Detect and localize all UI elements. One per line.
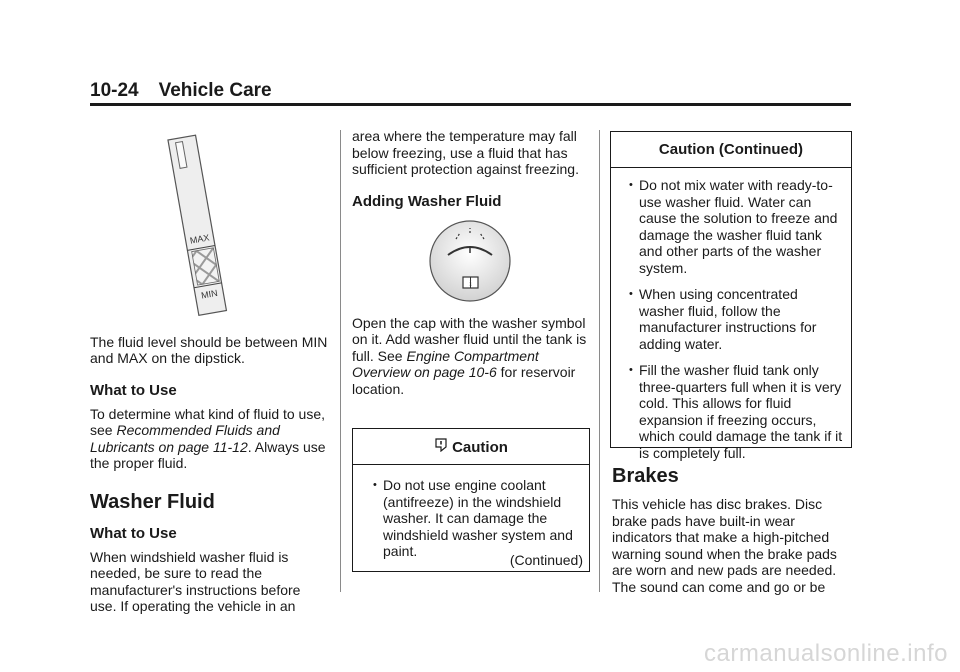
watermark: carmanualsonline.info — [704, 640, 948, 667]
heading-what-to-use-1: What to Use — [90, 381, 177, 399]
page-number: 10-24 — [90, 80, 139, 101]
heading-washer-fluid: Washer Fluid — [90, 490, 215, 513]
page-header — [90, 80, 272, 102]
fluid-level-text: The fluid level should be between MIN and MAX on the dipstick. — [90, 333, 328, 366]
ref-recommended-fluids[interactable]: Recommended Fluids and Lubricants on page 11-12 — [90, 422, 280, 455]
column-divider-right — [599, 130, 600, 592]
caution-continued-box — [610, 131, 852, 461]
brakes-text: This vehicle has disc brakes. Disc brake pads have built-in wear indicators that make a high-pitched warning sound when the brake pads are worn and new pads are needed. The sound can come and go or be — [612, 496, 837, 595]
heading-brakes: Brakes — [612, 465, 679, 487]
caution-bullet-three-quarters: • Fill the washer fluid tank only three-quarters full when it is very cold. This allows for fluid expansion if freezing occurs, which could damage the tank if it is completely full. — [629, 362, 843, 461]
caution-bullet-concentrated: • When using concentrated washer fluid, follow the manufacturer instructions for adding water. — [629, 286, 817, 352]
section-title: Vehicle Care — [158, 80, 272, 101]
column-2 — [352, 128, 592, 397]
when-needed-text: When windshield washer fluid is needed, be sure to read the manufacturer's instructions before use. If operating the vehicle in an — [90, 548, 301, 614]
caution-title: Caution — [353, 429, 589, 465]
column-divider-left — [340, 130, 341, 592]
what-kind-text: To determine what kind of fluid to use, see Recommended Fluids and Lubricants on page 11-12. Always use the proper fluid. — [90, 405, 326, 471]
header-rule — [90, 103, 851, 106]
caution-bullet-mix-water: • Do not mix water with ready-to-use washer fluid. Water can cause the solution to freeze and damage the washer fluid tank and other parts of the washer system. — [629, 177, 838, 276]
dipstick-illustration — [90, 128, 330, 318]
washer-symbol-icon — [352, 219, 592, 309]
caution-continued-title: Caution (Continued) — [611, 132, 851, 168]
freezing-text: area where the temperature may fall below freezing, use a fluid that has sufficient protection against freezing. — [352, 128, 579, 177]
ref-engine-compartment[interactable]: Engine Compartment Overview on page 10-6 — [352, 347, 539, 380]
column-1 — [90, 128, 330, 615]
caution-bullet-1: • Do not use engine coolant (antifreeze) in the windshield washer. It can damage the windshield washer system and paint. — [373, 477, 573, 559]
dipstick-max-label: MAX — [189, 232, 211, 246]
svg-text:i: i — [469, 278, 472, 288]
dipstick-min-label: MIN — [200, 287, 219, 301]
caution-box — [352, 428, 590, 572]
open-cap-text: Open the cap with the washer symbol on it. Add washer fluid until the tank is full. See Engine Compartment Overview on page 10-6 for reservoir location. — [352, 314, 587, 397]
heading-what-to-use-2: What to Use — [90, 524, 177, 542]
caution-icon — [434, 438, 448, 456]
caution-continued: (Continued) — [509, 552, 583, 568]
column-3-lower — [612, 464, 852, 595]
heading-adding-washer-fluid: Adding Washer Fluid — [352, 192, 502, 210]
